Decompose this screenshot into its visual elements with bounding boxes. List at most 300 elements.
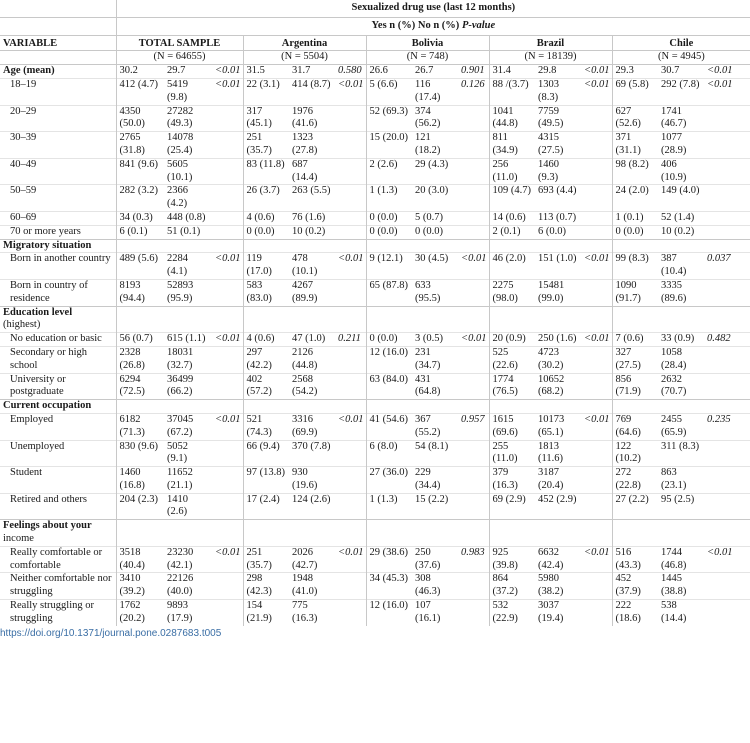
cell-p — [458, 440, 489, 467]
cell-no: 6632 (42.4) — [535, 546, 581, 573]
cell-p — [212, 211, 243, 225]
cell-no: 370 (7.8) — [289, 440, 335, 467]
cell-p — [458, 600, 489, 626]
cell-p — [212, 440, 243, 467]
cell-yes: 204 (2.3) — [116, 493, 164, 520]
empty-cell — [366, 306, 412, 333]
cell-yes: 34 (45.3) — [366, 573, 412, 600]
table-row — [0, 132, 750, 159]
cell-p — [581, 225, 612, 239]
row-label: 30–39 — [0, 132, 116, 159]
cell-p — [581, 132, 612, 159]
cell-p — [704, 346, 750, 373]
cell-yes: 297 (42.2) — [243, 346, 289, 373]
cell-yes: 56 (0.7) — [116, 333, 164, 347]
cell-no: 1303 (8.3) — [535, 78, 581, 105]
empty-cell — [704, 400, 750, 414]
cell-p: <0.01 — [581, 333, 612, 347]
cell-yes: 412 (4.7) — [116, 78, 164, 105]
cell-p — [212, 600, 243, 626]
header-row-groups — [0, 35, 750, 51]
cell-p — [704, 158, 750, 185]
cell-yes: 26 (3.7) — [243, 185, 289, 212]
empty-cell — [581, 520, 612, 547]
cell-yes: 6294 (72.5) — [116, 373, 164, 400]
cell-p: <0.01 — [212, 78, 243, 105]
empty-cell — [658, 400, 704, 414]
cell-yes: 109 (4.7) — [489, 185, 535, 212]
empty-cell — [164, 400, 212, 414]
cell-no: 116 (17.4) — [412, 78, 458, 105]
cell-yes: 27 (2.2) — [612, 493, 658, 520]
cell-p: <0.01 — [212, 333, 243, 347]
cell-no: 7759 (49.5) — [535, 105, 581, 132]
cell-no: 292 (7.8) — [658, 78, 704, 105]
cell-no: 29 (4.3) — [412, 158, 458, 185]
cell-p — [581, 185, 612, 212]
cell-p — [212, 493, 243, 520]
empty-cell — [535, 239, 581, 253]
cell-p: <0.01 — [212, 253, 243, 280]
cell-yes: 452 (37.9) — [612, 573, 658, 600]
cell-yes: 65 (87.8) — [366, 279, 412, 306]
section-value-no: 31.7 — [289, 65, 335, 79]
empty-cell — [612, 520, 658, 547]
cell-no: 149 (4.0) — [658, 185, 704, 212]
cell-no: 11652 (21.1) — [164, 467, 212, 494]
cell-p — [212, 158, 243, 185]
empty-cell — [243, 520, 289, 547]
cell-yes: 255 (11.0) — [489, 440, 535, 467]
cell-p: <0.01 — [212, 546, 243, 573]
row-label: 20–29 — [0, 105, 116, 132]
cell-p — [704, 211, 750, 225]
cell-no: 5052 (9.1) — [164, 440, 212, 467]
cell-yes: 251 (35.7) — [243, 546, 289, 573]
row-label: Secondary or high school — [0, 346, 116, 373]
cell-yes: 627 (52.6) — [612, 105, 658, 132]
cell-p — [212, 467, 243, 494]
cell-no: 3335 (89.6) — [658, 279, 704, 306]
empty-cell — [489, 400, 535, 414]
cell-no: 6 (0.0) — [535, 225, 581, 239]
cell-yes: 22 (3.1) — [243, 78, 289, 105]
cell-yes: 12 (16.0) — [366, 600, 412, 626]
cell-no: 151 (1.0) — [535, 253, 581, 280]
empty-cell — [366, 400, 412, 414]
cell-p — [335, 467, 366, 494]
cell-yes: 27 (36.0) — [366, 467, 412, 494]
cell-no: 15 (2.2) — [412, 493, 458, 520]
cell-p — [704, 373, 750, 400]
empty-cell — [612, 306, 658, 333]
cell-p — [458, 105, 489, 132]
cell-yes: 12 (16.0) — [366, 346, 412, 373]
group-header: TOTAL SAMPLE — [116, 35, 243, 51]
cell-p — [335, 105, 366, 132]
cell-yes: 6 (8.0) — [366, 440, 412, 467]
empty-cell — [212, 400, 243, 414]
section-row — [0, 520, 750, 547]
cell-no: 18031 (32.7) — [164, 346, 212, 373]
table-row — [0, 413, 750, 440]
cell-no: 5980 (38.2) — [535, 573, 581, 600]
empty-cell — [289, 400, 335, 414]
cell-no: 76 (1.6) — [289, 211, 335, 225]
section-value-p: <0.01 — [581, 65, 612, 79]
cell-p — [212, 346, 243, 373]
cell-no: 263 (5.5) — [289, 185, 335, 212]
section-row — [0, 239, 750, 253]
cell-yes: 1 (1.3) — [366, 493, 412, 520]
table-row — [0, 253, 750, 280]
cell-no: 1077 (28.9) — [658, 132, 704, 159]
group-header: Chile — [612, 35, 750, 51]
cell-no: 229 (34.4) — [412, 467, 458, 494]
header-row-title — [0, 0, 750, 17]
cell-no: 478 (10.1) — [289, 253, 335, 280]
cell-yes: 7 (0.6) — [612, 333, 658, 347]
cell-no: 2126 (44.8) — [289, 346, 335, 373]
cell-yes: 856 (71.9) — [612, 373, 658, 400]
cell-yes: 83 (11.8) — [243, 158, 289, 185]
row-label: Born in country of residence — [0, 279, 116, 306]
cell-no: 95 (2.5) — [658, 493, 704, 520]
cell-yes: 532 (22.9) — [489, 600, 535, 626]
cell-p: <0.01 — [335, 413, 366, 440]
cell-no: 1460 (9.3) — [535, 158, 581, 185]
doi-link[interactable]: https://doi.org/10.1371/journal.pone.0287683.t005 — [0, 627, 222, 639]
cell-no: 693 (4.4) — [535, 185, 581, 212]
cell-yes: 1615 (69.6) — [489, 413, 535, 440]
row-label: Student — [0, 467, 116, 494]
section-title — [0, 400, 116, 414]
cell-yes: 251 (35.7) — [243, 132, 289, 159]
cell-yes: 525 (22.6) — [489, 346, 535, 373]
section-value-p: <0.01 — [704, 65, 750, 79]
empty-cell — [289, 239, 335, 253]
cell-no: 2366 (4.2) — [164, 185, 212, 212]
cell-p — [581, 346, 612, 373]
cell-p — [458, 279, 489, 306]
cell-yes: 1 (1.3) — [366, 185, 412, 212]
cell-no: 3 (0.5) — [412, 333, 458, 347]
cell-p — [458, 467, 489, 494]
cell-yes: 15 (20.0) — [366, 132, 412, 159]
section-value-p: 0.580 — [335, 65, 366, 79]
table-subtitle — [116, 17, 750, 35]
cell-yes: 0 (0.0) — [612, 225, 658, 239]
cell-no: 374 (56.2) — [412, 105, 458, 132]
cell-p — [335, 373, 366, 400]
section-value-yes: 31.5 — [243, 65, 289, 79]
section-value-yes: 29.3 — [612, 65, 658, 79]
cell-yes: 402 (57.2) — [243, 373, 289, 400]
cell-no: 311 (8.3) — [658, 440, 704, 467]
table-row — [0, 546, 750, 573]
empty-cell — [412, 239, 458, 253]
variable-header: VARIABLE — [0, 35, 116, 51]
cell-no: 113 (0.7) — [535, 211, 581, 225]
row-label: No education or basic — [0, 333, 116, 347]
cell-no: 3187 (20.4) — [535, 467, 581, 494]
cell-p — [581, 600, 612, 626]
empty-cell — [704, 239, 750, 253]
group-header: Bolivia — [366, 35, 489, 51]
cell-no: 452 (2.9) — [535, 493, 581, 520]
cell-no: 231 (34.7) — [412, 346, 458, 373]
cell-yes: 0 (0.0) — [366, 211, 412, 225]
cell-p: 0.211 — [335, 333, 366, 347]
cell-yes: 69 (2.9) — [489, 493, 535, 520]
row-label: Born in another country — [0, 253, 116, 280]
empty-cell — [116, 520, 164, 547]
cell-p — [704, 132, 750, 159]
cell-p: <0.01 — [704, 546, 750, 573]
cell-yes: 8193 (94.4) — [116, 279, 164, 306]
cell-p — [458, 493, 489, 520]
cell-yes: 66 (9.4) — [243, 440, 289, 467]
cell-no: 27282 (49.3) — [164, 105, 212, 132]
empty-cell — [335, 520, 366, 547]
cell-no: 1058 (28.4) — [658, 346, 704, 373]
cell-no: 121 (18.2) — [412, 132, 458, 159]
cell-p — [335, 279, 366, 306]
section-value-no: 30.7 — [658, 65, 704, 79]
cell-p — [335, 211, 366, 225]
row-label: Neither comfortable nor struggling — [0, 573, 116, 600]
cell-p: <0.01 — [581, 253, 612, 280]
empty-cell — [458, 520, 489, 547]
table-row — [0, 600, 750, 626]
section-title-text: Education level — [3, 306, 73, 318]
table-row — [0, 467, 750, 494]
cell-p — [581, 440, 612, 467]
cell-yes: 0 (0.0) — [366, 225, 412, 239]
cell-no: 4267 (89.9) — [289, 279, 335, 306]
section-title — [0, 306, 116, 333]
empty-cell — [458, 306, 489, 333]
row-label: Really comfortable or comfortable — [0, 546, 116, 573]
cell-no: 0 (0.0) — [412, 225, 458, 239]
cell-yes: 583 (83.0) — [243, 279, 289, 306]
cell-p — [212, 373, 243, 400]
cell-no: 3316 (69.9) — [289, 413, 335, 440]
cell-yes: 88 /(3.7) — [489, 78, 535, 105]
empty-cell — [489, 239, 535, 253]
empty-cell — [489, 306, 535, 333]
cell-p: 0.482 — [704, 333, 750, 347]
empty-cell — [704, 306, 750, 333]
cell-yes: 1090 (91.7) — [612, 279, 658, 306]
section-row — [0, 65, 750, 79]
cell-no: 2026 (42.7) — [289, 546, 335, 573]
header-row-subtitle — [0, 17, 750, 35]
cell-yes: 925 (39.8) — [489, 546, 535, 573]
cell-no: 930 (19.6) — [289, 467, 335, 494]
cell-yes: 3518 (40.4) — [116, 546, 164, 573]
cell-p — [704, 279, 750, 306]
cell-yes: 69 (5.8) — [612, 78, 658, 105]
cell-yes: 1774 (76.5) — [489, 373, 535, 400]
empty-cell — [658, 306, 704, 333]
table-row — [0, 78, 750, 105]
cell-yes: 371 (31.1) — [612, 132, 658, 159]
section-value-yes: 26.6 — [366, 65, 412, 79]
cell-no: 615 (1.1) — [164, 333, 212, 347]
cell-no: 1744 (46.8) — [658, 546, 704, 573]
empty-cell — [458, 239, 489, 253]
cell-yes: 1 (0.1) — [612, 211, 658, 225]
cell-p: 0.037 — [704, 253, 750, 280]
cell-p — [212, 573, 243, 600]
cell-no: 30 (4.5) — [412, 253, 458, 280]
cell-yes: 222 (18.6) — [612, 600, 658, 626]
cell-yes: 122 (10.2) — [612, 440, 658, 467]
cell-yes: 1041 (44.8) — [489, 105, 535, 132]
section-title-text-2: (highest) — [3, 319, 41, 331]
cell-yes: 317 (45.1) — [243, 105, 289, 132]
cell-p: <0.01 — [335, 253, 366, 280]
cell-p: <0.01 — [581, 78, 612, 105]
empty-cell — [243, 306, 289, 333]
cell-no: 9893 (17.9) — [164, 600, 212, 626]
cell-yes: 298 (42.3) — [243, 573, 289, 600]
table-title: Sexualized drug use (last 12 months) — [116, 0, 750, 17]
section-title — [0, 65, 116, 79]
empty-cell — [458, 400, 489, 414]
section-title-text-2: income — [3, 533, 34, 545]
cell-no: 250 (37.6) — [412, 546, 458, 573]
cell-no: 3037 (19.4) — [535, 600, 581, 626]
cell-no: 4723 (30.2) — [535, 346, 581, 373]
subtitle-prefix: Yes n (%) No n (%) — [371, 19, 462, 31]
section-title-text: Migratory situation — [3, 239, 92, 251]
cell-p — [212, 185, 243, 212]
empty-cell — [366, 239, 412, 253]
cell-yes: 1460 (16.8) — [116, 467, 164, 494]
cell-no: 52893 (95.9) — [164, 279, 212, 306]
section-value-no: 29.8 — [535, 65, 581, 79]
cell-p — [335, 132, 366, 159]
cell-yes: 41 (54.6) — [366, 413, 412, 440]
section-title — [0, 239, 116, 253]
cell-yes: 521 (74.3) — [243, 413, 289, 440]
empty-cell — [212, 520, 243, 547]
cell-yes: 46 (2.0) — [489, 253, 535, 280]
cell-no: 15481 (99.0) — [535, 279, 581, 306]
cell-no: 4315 (27.5) — [535, 132, 581, 159]
cell-p — [335, 225, 366, 239]
table-row — [0, 333, 750, 347]
empty-cell — [335, 400, 366, 414]
cell-yes: 282 (3.2) — [116, 185, 164, 212]
cell-p: 0.235 — [704, 413, 750, 440]
row-label: Employed — [0, 413, 116, 440]
cell-p: 0.957 — [458, 413, 489, 440]
cell-yes: 154 (21.9) — [243, 600, 289, 626]
row-label: 40–49 — [0, 158, 116, 185]
cell-yes: 841 (9.6) — [116, 158, 164, 185]
section-title-text: Age (mean) — [3, 65, 55, 77]
cell-yes: 98 (8.2) — [612, 158, 658, 185]
empty-cell — [335, 239, 366, 253]
row-label: Retired and others — [0, 493, 116, 520]
empty-cell — [489, 520, 535, 547]
table-row — [0, 158, 750, 185]
cell-no: 367 (55.2) — [412, 413, 458, 440]
cell-no: 1410 (2.6) — [164, 493, 212, 520]
cell-no: 1323 (27.8) — [289, 132, 335, 159]
cell-p — [335, 493, 366, 520]
cell-no: 10173 (65.1) — [535, 413, 581, 440]
cell-p — [212, 225, 243, 239]
cell-no: 687 (14.4) — [289, 158, 335, 185]
empty-cell — [212, 306, 243, 333]
cell-no: 10 (0.2) — [658, 225, 704, 239]
cell-yes: 29 (38.6) — [366, 546, 412, 573]
table-row — [0, 279, 750, 306]
cell-yes: 864 (37.2) — [489, 573, 535, 600]
table-row — [0, 185, 750, 212]
cell-yes: 4350 (50.0) — [116, 105, 164, 132]
cell-no: 308 (46.3) — [412, 573, 458, 600]
cell-no: 250 (1.6) — [535, 333, 581, 347]
empty-cell — [164, 239, 212, 253]
section-row — [0, 400, 750, 414]
cell-yes: 2328 (26.8) — [116, 346, 164, 373]
cell-no: 107 (16.1) — [412, 600, 458, 626]
table-row — [0, 211, 750, 225]
empty-cell — [412, 520, 458, 547]
cell-no: 14078 (25.4) — [164, 132, 212, 159]
cell-yes: 256 (11.0) — [489, 158, 535, 185]
cell-p — [581, 158, 612, 185]
group-n: (N = 748) — [366, 51, 489, 65]
cell-no: 431 (64.8) — [412, 373, 458, 400]
cell-no: 863 (23.1) — [658, 467, 704, 494]
cell-p — [581, 211, 612, 225]
cell-p — [458, 225, 489, 239]
cell-yes: 769 (64.6) — [612, 413, 658, 440]
cell-yes: 24 (2.0) — [612, 185, 658, 212]
empty-cell — [116, 400, 164, 414]
cell-no: 1741 (46.7) — [658, 105, 704, 132]
cell-p: 0.126 — [458, 78, 489, 105]
cell-no: 387 (10.4) — [658, 253, 704, 280]
cell-p — [458, 158, 489, 185]
cell-p — [458, 185, 489, 212]
empty-cell — [535, 306, 581, 333]
section-value-p: 0.901 — [458, 65, 489, 79]
cell-p: <0.01 — [335, 546, 366, 573]
cell-no: 10652 (68.2) — [535, 373, 581, 400]
section-value-yes: 30.2 — [116, 65, 164, 79]
empty-cell — [612, 400, 658, 414]
empty-cell — [116, 306, 164, 333]
cell-p — [335, 185, 366, 212]
cell-no: 1813 (11.6) — [535, 440, 581, 467]
empty-cell — [335, 306, 366, 333]
cell-yes: 0 (0.0) — [366, 333, 412, 347]
empty-cell — [535, 520, 581, 547]
empty-cell — [243, 239, 289, 253]
cell-no: 124 (2.6) — [289, 493, 335, 520]
cell-no: 51 (0.1) — [164, 225, 212, 239]
cell-yes: 34 (0.3) — [116, 211, 164, 225]
empty-cell — [658, 520, 704, 547]
table-row — [0, 493, 750, 520]
